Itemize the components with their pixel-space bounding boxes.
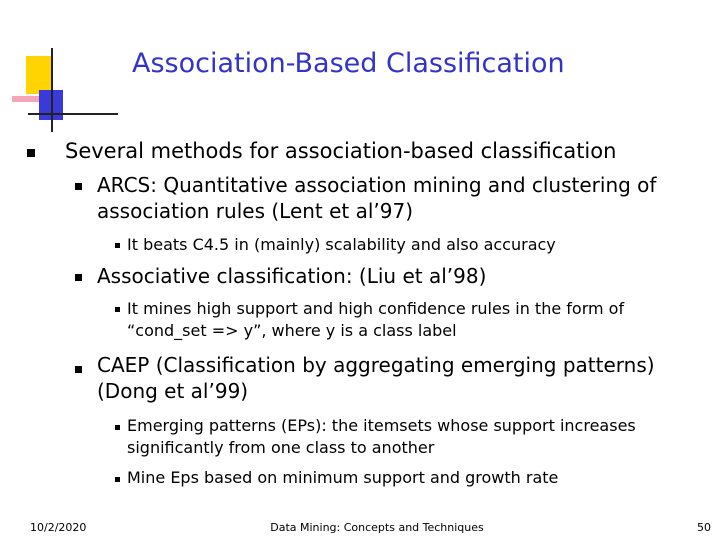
- bullet-arcs: ARCS: Quantitative association mining and clustering of association rules (Lent et al’97): [97, 173, 657, 223]
- bullet-caep: CAEP (Classification by aggregating emerging patterns) (Dong et al’99): [97, 353, 655, 403]
- bullet-caep-sub1: Emerging patterns (EPs): the itemsets whose support increases significantly from one class to another: [127, 416, 636, 457]
- bullet-square-icon: [75, 274, 82, 281]
- bullet-square-icon: [115, 425, 120, 430]
- logo-yellow-square: [26, 56, 52, 94]
- logo-horizontal-line: [28, 113, 118, 115]
- bullet-square-icon: [27, 149, 35, 157]
- bullet-assoc: Associative classification: (Liu et al’98): [97, 264, 487, 288]
- bullet-arcs-sub: It beats C4.5 in (mainly) scalability and also accuracy: [127, 235, 556, 254]
- footer-date: 10/2/2020: [30, 521, 87, 534]
- slide-title: Association-Based Classification: [132, 48, 565, 79]
- bullet-caep-sub2: Mine Eps based on minimum support and growth rate: [127, 468, 559, 487]
- bullet-square-icon: [75, 366, 82, 373]
- logo-vertical-line: [51, 48, 53, 132]
- bullet-square-icon: [115, 243, 120, 248]
- bullet-main: Several methods for association-based classification: [65, 139, 617, 163]
- bullet-square-icon: [115, 477, 120, 482]
- bullet-assoc-sub: It mines high support and high confidence rules in the form of “cond_set => y”, where y is a class label: [127, 299, 625, 340]
- bullet-square-icon: [75, 183, 82, 190]
- bullet-square-icon: [115, 307, 120, 312]
- footer-center: Data Mining: Concepts and Techniques: [270, 521, 484, 534]
- footer-page-number: 50: [697, 521, 711, 534]
